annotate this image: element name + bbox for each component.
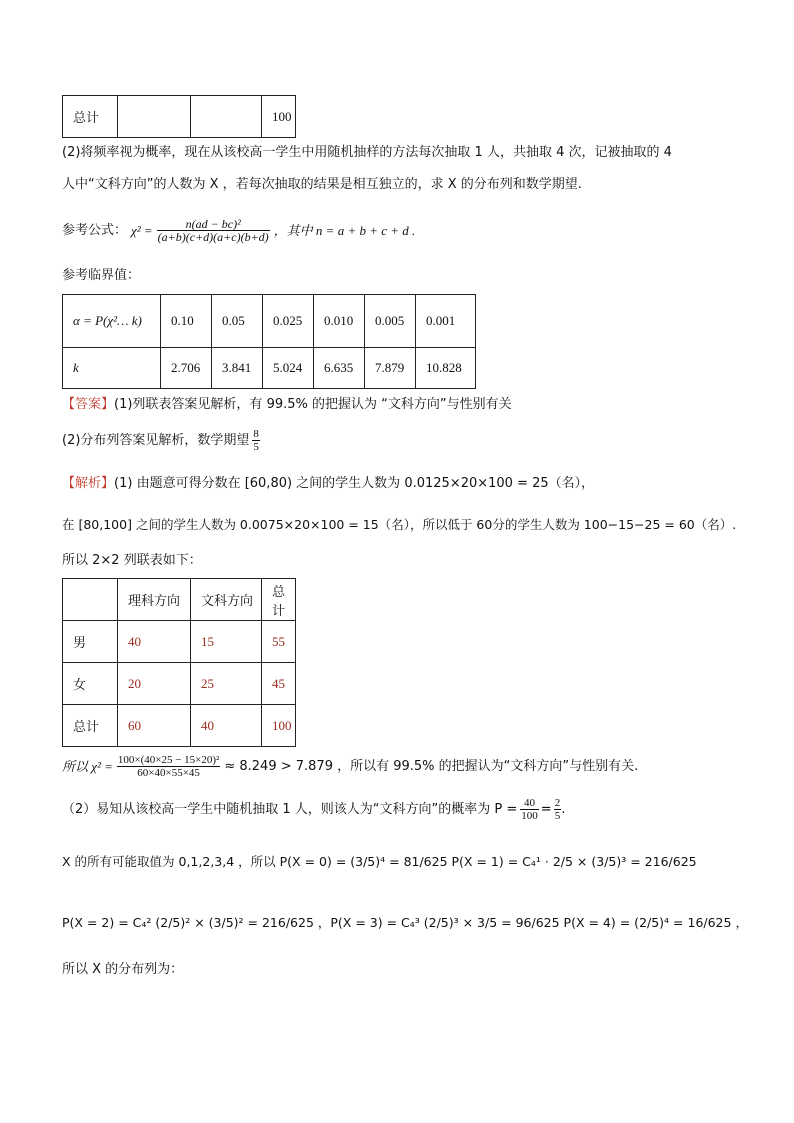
k-value: 5.024 bbox=[263, 348, 314, 389]
chi-denominator: 60×40×55×45 bbox=[117, 766, 220, 779]
contingency-table bbox=[62, 578, 296, 747]
probability-fraction bbox=[520, 797, 539, 822]
part-2-line-2: X 的所有可能取值为 0,1,2,3,4 ，所以 P(X = 0) = (3/5)⁴ = 81/625 P(X = 1) = C₄¹ · 2/5 × (3/5)³ = 216/625 bbox=[62, 854, 697, 869]
alpha-value: 0.010 bbox=[314, 295, 365, 348]
probability-end: . bbox=[561, 801, 566, 817]
cell: 45 bbox=[262, 663, 296, 705]
row-label: 总计 bbox=[63, 705, 118, 747]
formula-denominator: (a+b)(c+d)(a+c)(b+d) bbox=[157, 230, 269, 244]
part-2-line-4: 所以 X 的分布列为： bbox=[62, 962, 184, 977]
top-table bbox=[62, 95, 296, 138]
top-table-cell bbox=[191, 96, 262, 138]
k-value: 3.841 bbox=[212, 348, 263, 389]
critical-values-table bbox=[62, 294, 476, 389]
analysis-line-3: 所以 2×2 列联表如下： bbox=[62, 553, 202, 568]
chi-tail: ≈ 8.249 > 7.879 ，所以有 99.5% 的把握认为“文科方向”与性别有关. bbox=[224, 758, 639, 774]
analysis-line-1 bbox=[62, 474, 594, 494]
formula-fraction bbox=[157, 218, 270, 243]
formula-lhs: χ² = bbox=[131, 222, 153, 238]
alpha-value: 0.025 bbox=[263, 295, 314, 348]
answer-line-2 bbox=[62, 428, 260, 453]
top-table-label: 总计 bbox=[63, 96, 118, 138]
part-2-line-3: P(X = 2) = C₄² (2/5)² × (3/5)² = 216/625 ，P(X = 3) = C₄³ (2/5)³ × 3/5 = 96/625 P(X = 4) = (2/5)⁴ = 16/625 ， bbox=[62, 915, 748, 930]
expectation-numerator: 8 bbox=[253, 428, 259, 440]
contingency-header: 理科方向 bbox=[118, 579, 191, 621]
formula-tail: ，其中 n = a + b + c + d . bbox=[273, 222, 416, 238]
k-value: 10.828 bbox=[416, 348, 476, 389]
alpha-value: 0.10 bbox=[161, 295, 212, 348]
cell: 100 bbox=[262, 705, 296, 747]
table-row bbox=[63, 663, 296, 705]
answer-line-1 bbox=[62, 395, 512, 415]
row-label: 男 bbox=[63, 621, 118, 663]
cell: 40 bbox=[118, 621, 191, 663]
alpha-value: 0.05 bbox=[212, 295, 263, 348]
table-row bbox=[63, 705, 296, 747]
table-row bbox=[63, 621, 296, 663]
cell: 60 bbox=[118, 705, 191, 747]
answer-tag: 【答案】 bbox=[62, 397, 115, 412]
probability-denominator-reduced: 5 bbox=[554, 810, 561, 822]
top-table-total: 100 bbox=[262, 96, 296, 138]
part-2-line-1 bbox=[62, 797, 565, 822]
expectation-denominator: 5 bbox=[253, 441, 259, 453]
cell: 20 bbox=[118, 663, 191, 705]
analysis-tag: 【解析】 bbox=[62, 476, 115, 491]
top-table-cell bbox=[118, 96, 191, 138]
alpha-value: 0.001 bbox=[416, 295, 476, 348]
chi-fraction bbox=[117, 754, 220, 779]
probability-numerator-reduced: 2 bbox=[554, 797, 561, 809]
analysis-line-2: 在 [80,100] 之间的学生人数为 0.0075×20×100 = 15（名），所以低于 60分的学生人数为 100−15−25 = 60（名）. bbox=[62, 517, 737, 532]
cell: 40 bbox=[191, 705, 262, 747]
contingency-header bbox=[63, 579, 118, 621]
reference-formula bbox=[62, 218, 415, 243]
answer-text-2: (2)分布列答案见解析，数学期望 bbox=[62, 432, 250, 448]
alpha-label: α = P(χ²… k) bbox=[63, 295, 161, 348]
analysis-text-1: (1) 由题意可得分数在 [60,80) 之间的学生人数为 0.0125×20×100 = 25（名）， bbox=[114, 476, 595, 491]
k-value: 7.879 bbox=[365, 348, 416, 389]
part-2-text-1: （2）易知从该校高一学生中随机抽取 1 人，则该人为“文科方向”的概率为 P = bbox=[62, 801, 518, 817]
k-value: 6.635 bbox=[314, 348, 365, 389]
probability-fraction-reduced bbox=[554, 797, 562, 822]
probability-denominator: 100 bbox=[521, 810, 538, 822]
contingency-header: 文科方向 bbox=[191, 579, 262, 621]
formula-numerator: n(ad − bc)² bbox=[185, 217, 241, 231]
probability-numerator: 40 bbox=[524, 797, 536, 809]
contingency-header: 总计 bbox=[262, 579, 296, 621]
chi-numerator: 100×(40×25 − 15×20)² bbox=[117, 754, 220, 766]
chi-square-line bbox=[62, 754, 638, 779]
chi-prefix: 所以 χ² = bbox=[62, 758, 113, 774]
expectation-fraction bbox=[252, 428, 260, 453]
alpha-value: 0.005 bbox=[365, 295, 416, 348]
formula-label: 参考公式： bbox=[62, 222, 128, 238]
cell: 55 bbox=[262, 621, 296, 663]
cell: 15 bbox=[191, 621, 262, 663]
critical-values-title: 参考临界值： bbox=[62, 268, 141, 283]
k-label: k bbox=[63, 348, 161, 389]
question-2-line-1: (2)将频率视为概率，现在从该校高一学生中用随机抽样的方法每次抽取 1 人，共抽取 4 次，记被抽取的 4 bbox=[62, 145, 672, 160]
k-value: 2.706 bbox=[161, 348, 212, 389]
probability-equals: = bbox=[540, 801, 552, 817]
answer-text-1: (1)列联表答案见解析，有 99.5% 的把握认为 “文科方向”与性别有关 bbox=[114, 397, 512, 412]
question-2-line-2: 人中“文科方向”的人数为 X ，若每次抽取的结果是相互独立的，求 X 的分布列和数学期望. bbox=[62, 177, 582, 192]
cell: 25 bbox=[191, 663, 262, 705]
row-label: 女 bbox=[63, 663, 118, 705]
